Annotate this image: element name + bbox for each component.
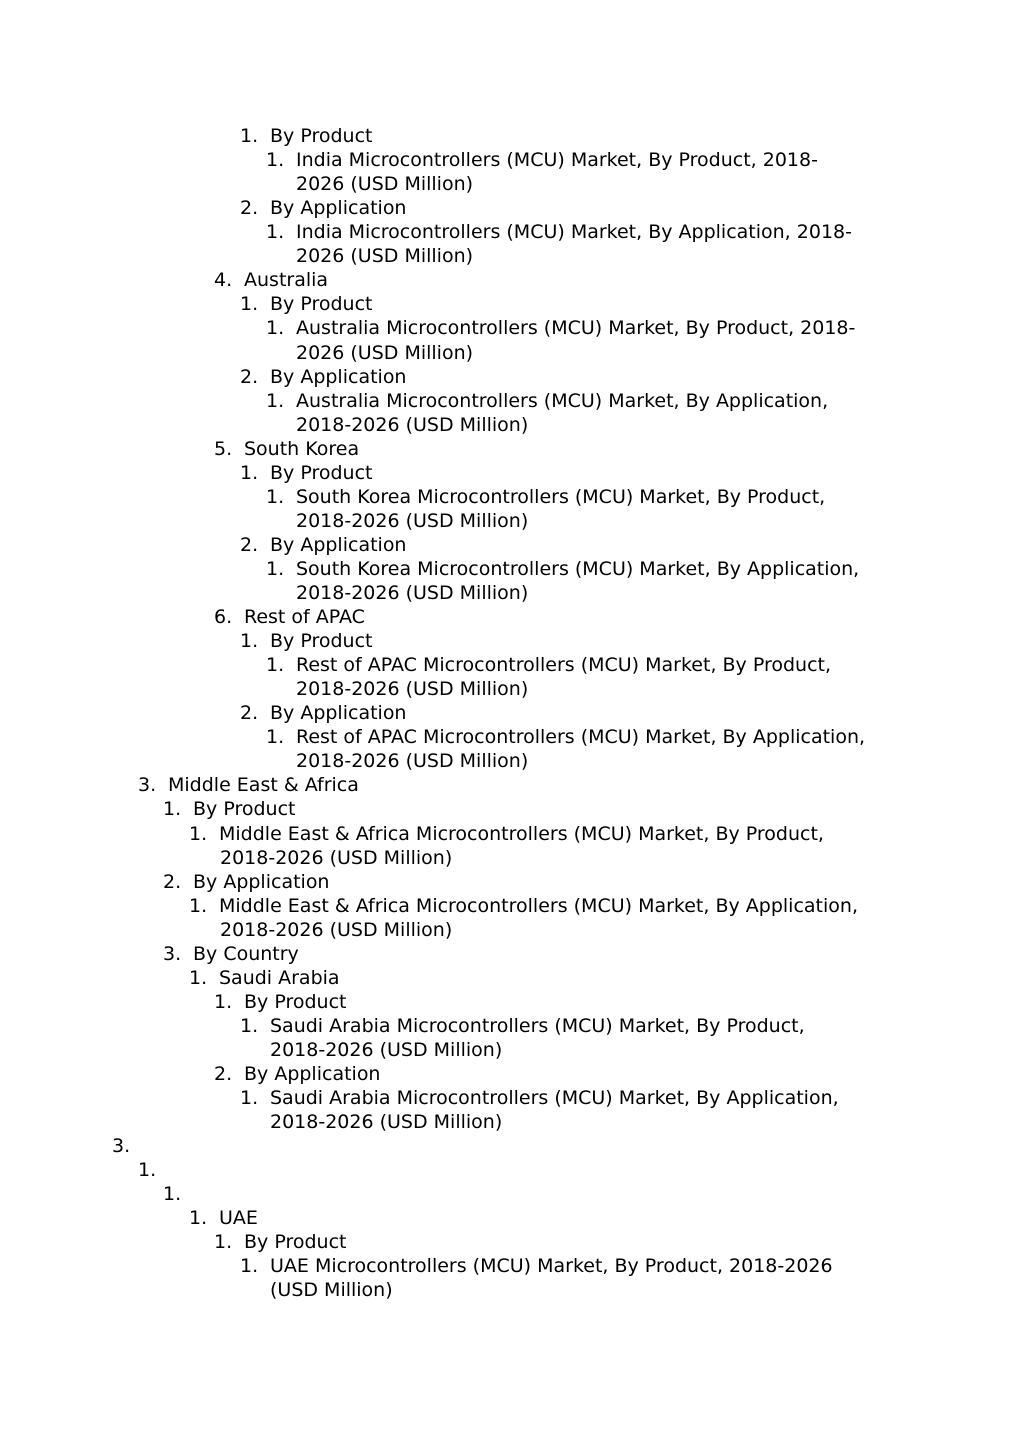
outline-marker: 1. [214, 990, 233, 1013]
outline-marker: 4. [214, 269, 233, 292]
outline-marker: 6. [214, 606, 233, 628]
outline-marker: 1. [240, 1087, 259, 1109]
outline-text: 2018-2026 (USD Million) [296, 678, 529, 701]
outline-marker: 3. [163, 942, 182, 965]
outline-text: By Application [193, 870, 330, 893]
outline-text: 2018-2026 (USD Million) [270, 1038, 503, 1061]
outline-marker: 3. [138, 774, 157, 797]
outline-text: Rest of APAC [244, 606, 365, 628]
outline-marker: 2. [240, 702, 259, 725]
outline-text: By Application [270, 365, 407, 388]
outline-text: 2026 (USD Million) [296, 341, 474, 364]
outline-text: By Product [270, 125, 373, 147]
outline-text: Rest of APAC Microcontrollers (MCU) Market, By Application, [296, 726, 866, 749]
outline-marker: 1. [266, 221, 285, 244]
outline-text: By Product [193, 798, 296, 821]
outline-marker: 1. [240, 630, 259, 652]
outline-marker: 2. [240, 533, 259, 556]
outline-marker: 1. [266, 485, 285, 508]
outline-text: 2018-2026 (USD Million) [296, 750, 529, 773]
outline-text: 2018-2026 (USD Million) [296, 582, 529, 604]
outline-marker: 3. [112, 1135, 131, 1158]
outline-text: UAE [219, 1207, 258, 1230]
outline-marker: 2. [214, 1063, 233, 1085]
outline-marker: 2. [163, 870, 182, 893]
outline-text: 2026 (USD Million) [296, 173, 474, 196]
outline-marker: 1. [266, 654, 285, 677]
outline-marker: 1. [240, 1014, 259, 1037]
outline-marker: 1. [189, 822, 208, 845]
outline-marker: 1. [163, 798, 182, 821]
outline-marker: 1. [266, 317, 285, 340]
outline-text: Australia Microcontrollers (MCU) Market, By Application, [296, 389, 829, 412]
outline-text: South Korea Microcontrollers (MCU) Market, By Product, [296, 485, 826, 508]
outline-marker: 1. [189, 894, 208, 917]
outline-text: UAE Microcontrollers (MCU) Market, By Product, 2018-2026 [270, 1255, 833, 1278]
outline-text: By Application [270, 702, 407, 725]
outline-marker: 2. [240, 365, 259, 388]
outline-text: 2018-2026 (USD Million) [296, 413, 529, 436]
outline-marker: 1. [240, 1255, 259, 1278]
outline-text: Middle East & Africa Microcontrollers (MCU) Market, By Product, [219, 822, 824, 845]
outline-marker: 1. [266, 389, 285, 412]
outline-text: India Microcontrollers (MCU) Market, By Application, 2018- [296, 221, 852, 244]
outline-text: By Application [244, 1063, 381, 1085]
outline-text: 2018-2026 (USD Million) [270, 1111, 503, 1134]
outline-text: By Product [244, 1231, 347, 1254]
outline-text: 2018-2026 (USD Million) [220, 918, 453, 941]
outline-marker: 1. [266, 149, 285, 172]
outline-text: Australia [244, 269, 329, 292]
outline-marker: 1. [189, 1207, 208, 1230]
outline-text: By Application [270, 197, 407, 220]
outline-marker: 1. [163, 1183, 182, 1206]
outline-text: Saudi Arabia Microcontrollers (MCU) Market, By Product, [270, 1014, 805, 1037]
outline-text: South Korea Microcontrollers (MCU) Market, By Application, [296, 557, 860, 580]
outline-marker: 1. [189, 966, 208, 989]
outline-marker: 1. [214, 1231, 233, 1254]
outline-text: Rest of APAC Microcontrollers (MCU) Market, By Product, [296, 654, 832, 677]
outline-text: Australia Microcontrollers (MCU) Market, By Product, 2018- [296, 317, 856, 340]
outline-text: Saudi Arabia [219, 966, 340, 989]
outline-text: India Microcontrollers (MCU) Market, By Product, 2018- [296, 149, 818, 172]
outline-text: South Korea [244, 437, 360, 460]
outline-marker: 5. [214, 437, 233, 460]
outline-text: By Product [270, 630, 373, 652]
outline-marker: 1. [240, 125, 259, 147]
outline-text: (USD Million) [270, 1279, 393, 1302]
outline-marker: 1. [138, 1159, 157, 1182]
outline-text: Middle East & Africa Microcontrollers (MCU) Market, By Application, [219, 894, 858, 917]
outline-text: 2026 (USD Million) [296, 245, 474, 268]
outline-text: Saudi Arabia Microcontrollers (MCU) Market, By Application, [270, 1087, 839, 1109]
outline-text: By Country [193, 942, 299, 965]
outline-text: 2018-2026 (USD Million) [220, 846, 453, 869]
outline-marker: 1. [266, 557, 285, 580]
outline-text: 2018-2026 (USD Million) [296, 509, 529, 532]
outline-text: By Product [270, 461, 373, 484]
outline-marker: 1. [240, 293, 259, 316]
outline-marker: 2. [240, 197, 259, 220]
outline-text: By Application [270, 533, 407, 556]
outline-marker: 1. [240, 461, 259, 484]
outline-text: By Product [270, 293, 373, 316]
outline-marker: 1. [266, 726, 285, 749]
outline-text: Middle East & Africa [168, 774, 359, 797]
outline-text: By Product [244, 990, 347, 1013]
